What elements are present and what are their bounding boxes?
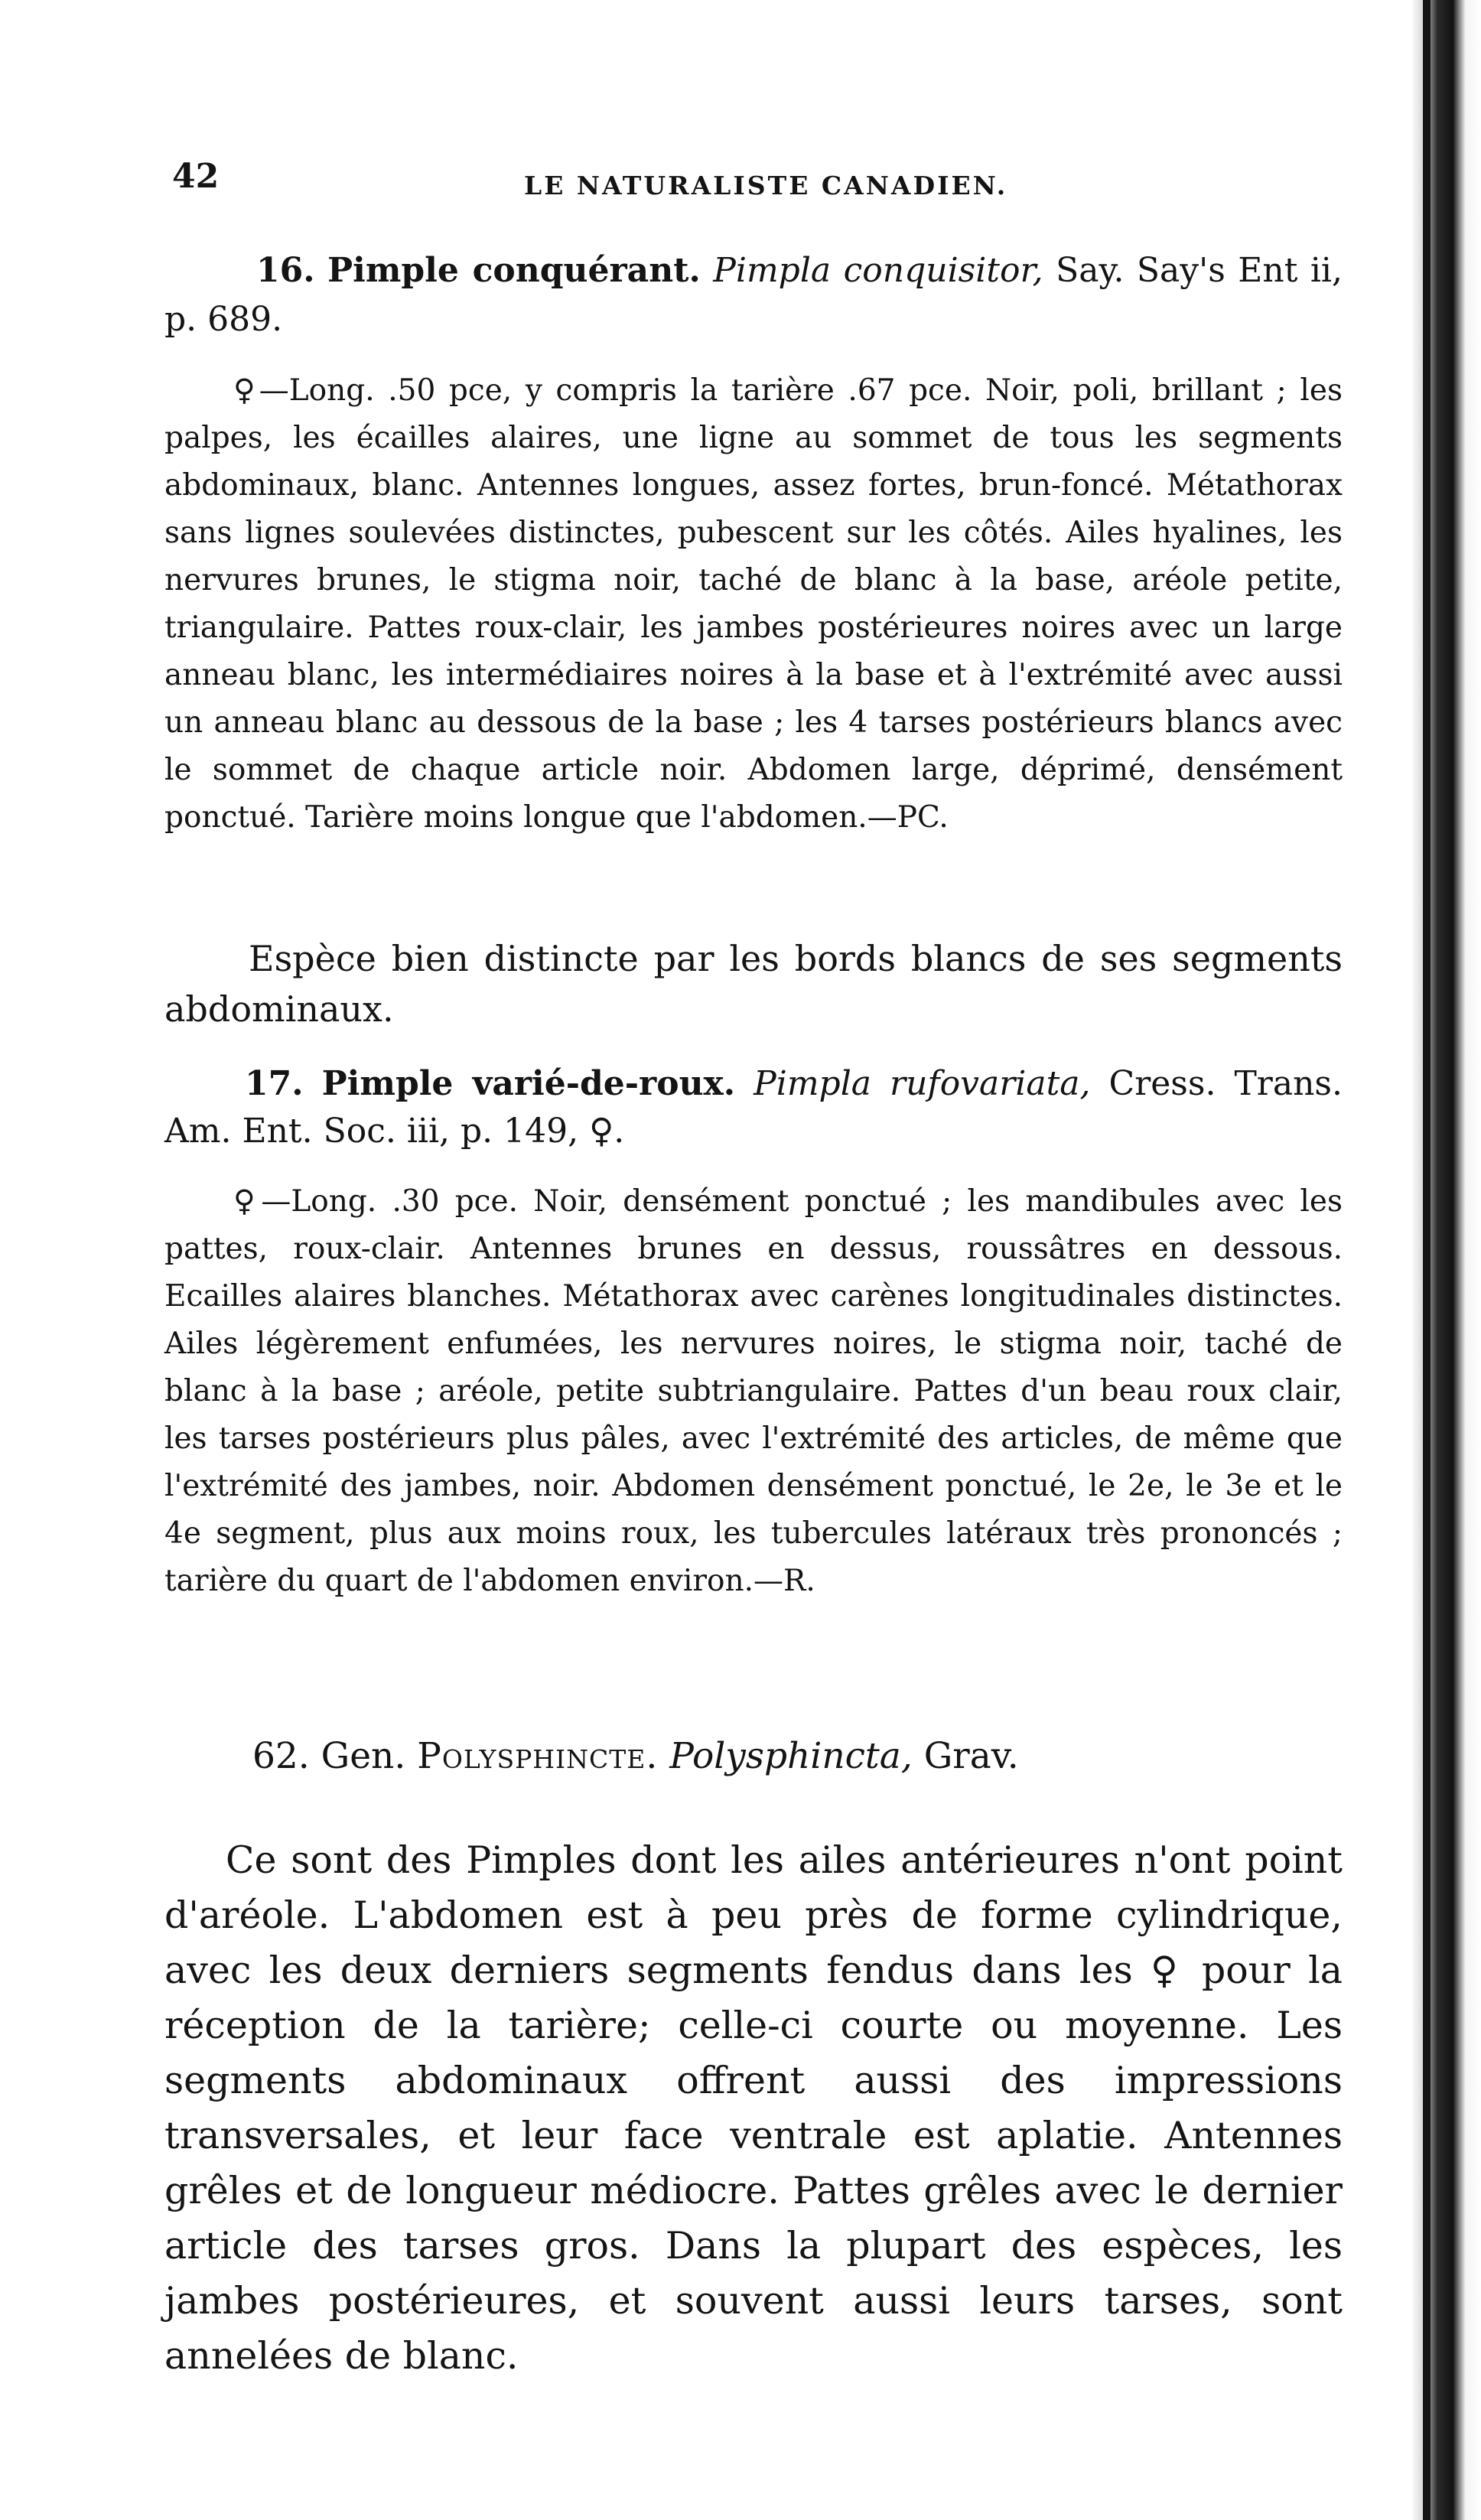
entry-16-remark: Espèce bien distincte par les bords blancs de ses segments abdominaux. <box>164 938 1343 1030</box>
entry-16-number: 16. <box>256 251 315 290</box>
genus-62-name: Polysphincte. <box>417 1735 659 1777</box>
binding-shadow-line <box>1423 0 1431 2520</box>
running-head: LE NATURALISTE CANADIEN. <box>524 171 1008 200</box>
entry-16-common-name: Pimple conquérant. <box>327 251 701 290</box>
page-number: 42 <box>172 157 220 196</box>
entry-17-description: ♀—Long. .30 pce. Noir, densément ponctué ; les mandibules avec les pattes, roux-clair. Antennes brunes en dessus, roussâtres en dessous. Ecailles alaires blanches. Métathorax avec carènes longitudinales distinctes. Ailes légèrement enfumées, les nervures noires, le stigma noir, taché de blanc à la base ; aréole, petite subtriangulaire. Pattes d'un beau roux clair, les tarses postérieurs plus pâles, avec l'extrémité des articles, de même que l'extrémité des jambes, noir. Abdomen densément ponctué, le 2e, le 3e et le 4e segment, plus aux moins roux, les tubercules latéraux très prononcés ; tarière du quart de l'abdomen environ.—R. <box>164 1184 1343 1598</box>
genus-62-author: Grav. <box>912 1735 1019 1777</box>
entry-17-reference: Cress. Trans. Am. Ent. Soc. iii, p. 149, ♀. <box>164 1064 1343 1151</box>
genus-62-heading <box>164 1730 1343 1783</box>
entry-17-common-name: Pimple varié-de-roux. <box>321 1064 736 1103</box>
genus-62-latin-name: Polysphincta, <box>669 1735 913 1777</box>
entry-16-latin-name: Pimpla conquisitor, <box>713 251 1043 290</box>
entry-17-latin-name: Pimpla rufovariata, <box>754 1064 1091 1103</box>
entry-16-reference: Say. Say's Ent ii, p. 689. <box>164 251 1343 339</box>
binding-edge <box>1411 0 1481 2520</box>
entry-17-title <box>164 1060 1343 1155</box>
entry-16-title <box>164 246 1343 344</box>
entry-17-number: 17. <box>245 1064 304 1103</box>
genus-62-paragraph: Ce sont des Pimples dont les ailes antérieures n'ont point d'aréole. L'abdomen est à peu près de forme cylindrique, avec les deux derniers segments fendus dans les ♀ pour la réception de la tarière; celle-ci courte ou moyenne. Les segments abdominaux offrent aussi des impressions transversales, et leur face ventrale est aplatie. Antennes grêles et de longueur médiocre. Pattes grêles avec le dernier article des tarses gros. Dans la plupart des espèces, les jambes postérieures, et souvent aussi leurs tarses, sont annelées de blanc. <box>164 1838 1343 2378</box>
genus-62-prefix: 62. Gen. <box>252 1735 418 1777</box>
entry-16-description: ♀—Long. .50 pce, y compris la tarière .67 pce. Noir, poli, brillant ; les palpes, les écailles alaires, une ligne au sommet de tous les segments abdominaux, blanc. Antennes longues, assez fortes, brun-foncé. Métathorax sans lignes soulevées distinctes, pubescent sur les côtés. Ailes hyalines, les nervures brunes, le stigma noir, taché de blanc à la base, aréole petite, triangulaire. Pattes roux-clair, les jambes postérieures noires avec un large anneau blanc, les intermédiaires noires à la base et à l'extrémité avec aussi un anneau blanc au dessous de la base ; les 4 tarses postérieurs blancs avec le sommet de chaque article noir. Abdomen large, déprimé, densément ponctué. Tarière moins longue que l'abdomen.—PC. <box>164 373 1343 835</box>
page-header <box>172 157 1320 218</box>
